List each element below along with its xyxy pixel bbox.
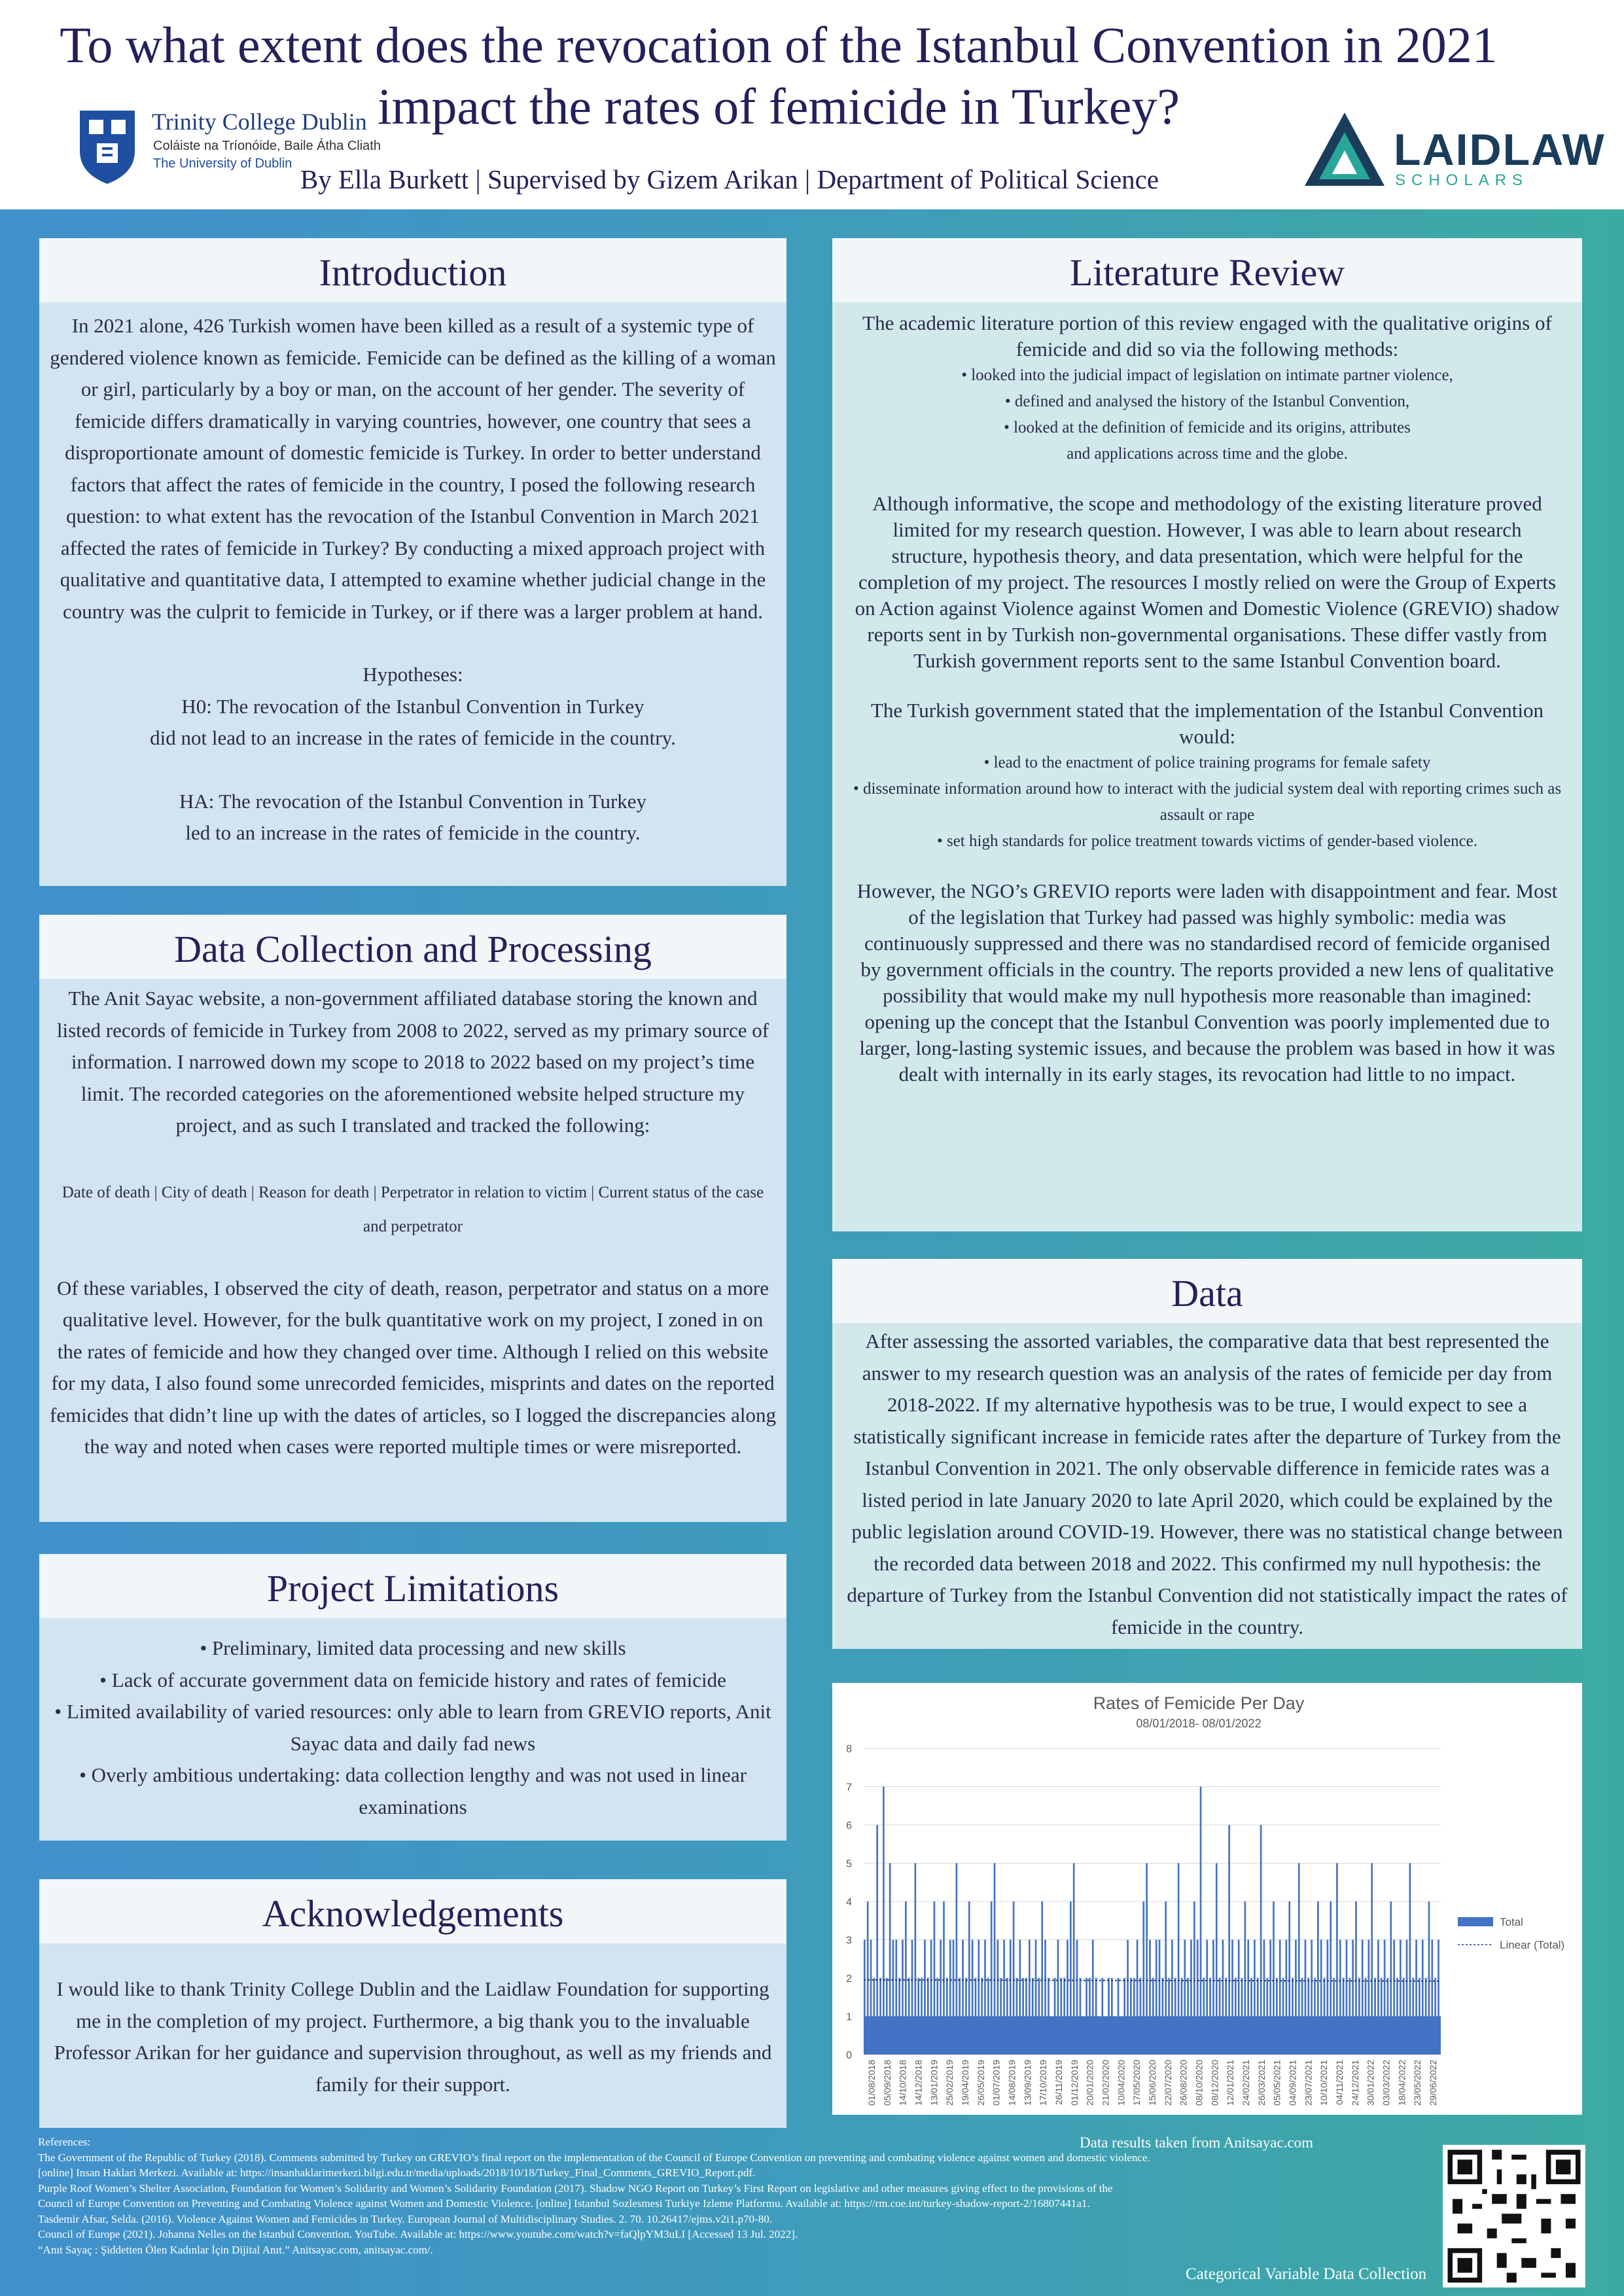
x-tick-label: 30/01/2022 [1365,2060,1376,2106]
x-tick-label: 13/01/2019 [928,2060,940,2106]
limitations-heading: Project Limitations [39,1554,786,1618]
x-tick-label: 10/04/2020 [1116,2060,1127,2106]
tcd-logo [77,108,381,186]
tcd-crest-icon [77,108,137,185]
acknowledgements-body [39,1943,786,2128]
x-tick-label: 25/02/2019 [944,2060,955,2106]
laidlaw-triangle-icon [1302,110,1387,188]
bar [883,1787,885,2055]
x-tick-label: 21/02/2020 [1100,2060,1111,2106]
literature-paragraph-3: The Turkish government stated that the implementation of the Istanbul Convention would: [870,699,1544,748]
x-tick-label: 03/03/2022 [1381,2060,1392,2106]
x-tick-label: 01/12/2019 [1068,2060,1080,2106]
literature-method: • looked at the definition of femicide and its origins, attributes and applications across time and the globe. [1004,419,1411,463]
acknowledgements-text: I would like to thank Trinity College Dublin and the Laidlaw Foundation for supporting me in the completion of my project. Furthermore, a big thank you to the invaluable Professor Arikan for her guidance and supervision throughout, as well as my friends and family for their support. [54,1977,772,2096]
x-tick-label: 10/10/2021 [1318,2060,1330,2106]
reference-item: The Government of the Republic of Turkey (2018). Comments submitted by Turkey on GREVIO’s final report on the implementation of the Council of Europe Convention on preventing and combating violence against women and domestic violence. [38,2151,1150,2164]
data-heading: Data [832,1259,1582,1323]
y-tick-label: 2 [846,1973,852,1985]
x-tick-label: 12/01/2021 [1225,2060,1236,2106]
introduction-text: In 2021 alone, 426 Turkish women have been killed as a result of a systemic type of gendered violence known as femicide. Femicide can be defined as the killing of a woman or girl, particularly by a boy or man, on the account of her gender. The severity of femicide differs dramatically in varying countries, however, one country that sees a disproportionate amount of domestic femicide is Turkey. In order to better understand factors that affect the rates of femicide in the country, I posed the following research question: to what extent has the revocation of the Istanbul Convention in March 2021 affected the rates of femicide in Turkey? By conducting a mixed approach project with qualitative and quantitative data, I attempted to examine whether judicial change in the country was the culprit to femicide in Turkey, or if there was a larger problem at hand. [50,314,776,623]
x-tick-label: 24/02/2021 [1241,2060,1252,2106]
limitations-body [39,1618,786,1841]
reference-item: Council of Europe Convention on Preventing and Combating Violence against Women and Domestic Violence. [online] Istanbul Sozlesmesi Turkiye Izleme Platformu. Available at: https://rm.coe.int/turkey-shadow-report-2/16807441a1. [38,2197,1090,2210]
y-tick-label: 8 [846,1744,852,1755]
data-body [832,1323,1582,1649]
x-tick-label: 26/05/2019 [975,2060,986,2106]
x-tick-label: 05/05/2021 [1271,2060,1282,2106]
x-tick-label: 26/08/2020 [1178,2060,1189,2106]
data-text: After assessing the assorted variables, the comparative data that best represented the answer to my research question was an analysis of the rates of femicide per day from 2018-2022. If my alternative hypothesis was to be true, I would expect to see a statistically significant increase in femicide rates after the departure of Turkey from the Istanbul Convention in 2021. The only observable difference in femicide rates was a listed period in late January 2020 to late April 2020, which could be explained by the public legislation around COVID-19. However, there was no statistical change between the recorded data between 2018 and 2022. This confirmed my null hypothesis: the departure of Turkey from the Istanbul Convention did not statistically impact the rates of femicide in the country. [847,1330,1568,1638]
h0-line-2: did not lead to an increase in the rates of femicide in the country. [150,726,676,749]
hypotheses-label: Hypotheses: [362,663,463,686]
literature-paragraph-2: Although informative, the scope and methodology of the existing literature proved limited for my research question. However, I was able to learn about research structure, hypothesis theory, and data presentation, which were helpful for the completion of my project. The resources I mostly relied on were the Group of Experts on Action against Violence against Women and Domestic Violence (GREVIO) shadow reports sent in by Turkish non-governmental organisations. These differ vastly from Turkish government reports sent to the same Istanbul Convention board. [855,492,1560,672]
data-collection-text-2: Of these variables, I observed the city of death, reason, perpetrator and status on a more qualitative level. However, for the bulk quantitative work on my project, I zoned in on the rates of femicide and how they changed over time. Although I relied on this website for my data, I also found some unrecorded femicides, misprints and dates on the reported femicides that didn’t line up with the dates of articles, so I logged the discrepancies along the way and noted when cases were reported multiple times or were misreported. [50,1276,776,1458]
literature-method: • defined and analysed the history of the Istanbul Convention, [1004,393,1410,410]
x-tick-label: 23/05/2022 [1412,2060,1423,2106]
limitation-item: • Preliminary, limited data processing and new skills [200,1636,626,1659]
x-tick-label: 23/07/2021 [1303,2060,1314,2106]
x-tick-label: 22/07/2020 [1162,2060,1173,2106]
title-line-2: impact the rates of femicide in Turkey? [378,78,1180,135]
limitation-item: • Limited availability of varied resources: only able to learn from GREVIO reports, Anit Sayac data and daily fad news [54,1700,771,1755]
legend-linear-label: Linear (Total) [1500,1939,1565,1951]
x-tick-label: 24/12/2021 [1349,2060,1360,2106]
laidlaw-name: LAIDLAW [1394,125,1606,175]
qr-caption: Categorical Variable Data Collection [1186,2265,1427,2283]
x-tick-label: 08/10/2020 [1193,2060,1205,2106]
ha-line-1: HA: The revocation of the Istanbul Convention in Turkey [179,789,647,813]
tcd-name: Trinity College Dublin [152,109,367,135]
chart-title: Rates of Femicide Per Day [1093,1693,1305,1713]
acknowledgements-heading: Acknowledgements [39,1879,786,1943]
data-source-note: Data results taken from Anitsayac.com [1080,2134,1314,2151]
x-tick-label: 17/05/2020 [1131,2060,1142,2106]
x-tick-label: 04/09/2021 [1287,2060,1298,2106]
x-tick-label: 15/06/2020 [1147,2060,1157,2106]
y-tick-label: 3 [846,1935,852,1947]
legend-total-swatch [1458,1917,1493,1926]
literature-intro: The academic literature portion of this review engaged with the qualitative origins of femicide and did so via the following methods: [862,311,1552,361]
femicide-chart [832,1683,1582,2115]
x-tick-label: 13/09/2019 [1022,2060,1033,2106]
x-tick-label: 29/06/2022 [1428,2060,1439,2106]
chart-subtitle: 08/01/2018- 08/01/2022 [1136,1717,1262,1730]
ha-line-2: led to an increase in the rates of femicide in the country. [185,821,641,844]
reference-item: “Anıt Sayaç : Şiddetten Ölen Kadınlar İçin Dijital Anıt.” Anitsayac.com, anitsayac.com/. [38,2243,433,2256]
qr-code-icon[interactable] [1443,2145,1585,2287]
tcd-irish-name: Coláiste na Tríonóide, Baile Átha Cliath [153,139,381,153]
y-tick-label: 0 [846,2050,852,2061]
data-collection-heading: Data Collection and Processing [39,915,786,979]
literature-heading: Literature Review [832,238,1582,302]
literature-body [832,302,1582,1231]
x-tick-label: 14/10/2018 [897,2060,908,2106]
references-label: References: [38,2136,91,2148]
introduction-body [39,302,786,886]
data-collection-text-1: The Anit Sayac website, a non-government affiliated database storing the known and listed records of femicide in Turkey from 2008 to 2022, served as my primary source of information. I narrowed down my scope to 2018 to 2022 based on my project’s time limit. The recorded categories on the aforementioned website helped structure my project, and as such I translated and tracked the following: [56,987,769,1137]
laidlaw-scholars: SCHOLARS [1395,171,1529,189]
x-tick-label: 19/04/2019 [959,2060,970,2106]
literature-method: • looked into the judicial impact of legislation on intimate partner violence, [961,366,1453,384]
x-tick-label: 26/11/2019 [1053,2060,1064,2106]
bar-base [864,2017,1441,2055]
y-tick-label: 7 [846,1782,852,1793]
x-tick-label: 14/08/2019 [1006,2060,1017,2106]
limitation-item: • Lack of accurate government data on femicide history and rates of femicide [99,1668,726,1691]
h0-line-1: H0: The revocation of the Istanbul Convention in Turkey [181,694,644,718]
y-tick-label: 6 [846,1820,852,1831]
x-tick-label: 08/12/2020 [1209,2060,1220,2106]
introduction-heading: Introduction [39,238,786,302]
reference-item: Tasdemir Afsar, Selda. (2016). Violence Against Women and Femicides in Turkey. European Journal of Multidisciplinary Studies. 2. 70. 10.26417/ejms.v2i1.p70-80. [38,2212,773,2225]
bar [1200,1787,1202,2055]
government-commitment: • disseminate information around how to interact with the judicial system deal with reporting crimes such as assault or rape [853,780,1562,824]
x-tick-label: 01/08/2018 [866,2060,877,2106]
x-tick-label: 17/10/2019 [1038,2060,1049,2106]
femicide-chart-svg [832,1683,1582,2115]
x-tick-label: 14/12/2018 [913,2060,924,2106]
y-tick-label: 4 [846,1897,852,1908]
references [38,2134,1412,2257]
government-commitment: • lead to the enactment of police training programs for female safety [983,754,1431,771]
literature-paragraph-4: However, the NGO’s GREVIO reports were laden with disappointment and fear. Most of the legislation that Turkey had passed was highly symbolic: media was continuously suppressed and there was no standardised record of femicide organised by government officials in the country. The reports provided a new lens of qualitative possibility that would make my null hypothesis more reasonable than imagined: opening up the concept that the Istanbul Convention was poorly implemented due to larger, long-lasting systemic issues, and because the problem was based in how it was dealt with internally in its early stages, its revocation had little to no impact. [856,879,1558,1086]
legend-total-label: Total [1500,1916,1523,1928]
reference-item: Council of Europe (2021). Johanna Nelles on the Istanbul Convention. YouTube. Available at: https://www.youtube.com/watch?v=faQlpYM3uLI [Accessed 13 Jul. 2022]. [38,2228,798,2240]
reference-item: Purple Roof Women’s Shelter Association, Foundation for Women’s Solidarity and Women’s Solidarity Foundation (2017). Shadow NGO Report on Turkey’s First Report on legislative and other measures giving effect to the provisions of the [38,2181,1113,2195]
title-line-1: To what extent does the revocation of the Istanbul Convention in 2021 [60,16,1498,73]
tcd-university: The University of Dublin [153,156,292,171]
y-tick-label: 5 [846,1858,852,1870]
chart-legend [1458,1916,1564,1951]
reference-item: [online] Insan Haklari Merkezi. Available at: https://insanhaklarimerkezi.bilgi.edu.tr/media/uploads/2018/10/18/Turkey_Final_Comments_GREVIO_Report.pdf. [38,2166,756,2179]
government-commitment: • set high standards for police treatment towards victims of gender-based violence. [936,832,1478,850]
data-collection-body [39,979,786,1522]
laidlaw-logo [1302,110,1606,192]
x-tick-label: 18/04/2022 [1396,2060,1407,2106]
x-tick-label: 01/07/2019 [991,2060,1002,2106]
tracked-variables: Date of death | City of death | Reason for death | Perpetrator in relation to victim | Current status of the case and perpetrator [62,1183,764,1235]
x-tick-label: 20/01/2020 [1084,2060,1095,2106]
limitation-item: • Overly ambitious undertaking: data collection lengthy and was not used in linear examinations [79,1763,747,1818]
poster-header [0,0,1624,209]
x-tick-label: 05/09/2018 [881,2060,892,2106]
byline: By Ella Burkett | Supervised by Gizem Arikan | Department of Political Science [300,164,1159,194]
y-tick-label: 1 [846,2011,852,2023]
x-tick-label: 26/03/2021 [1256,2060,1267,2106]
x-tick-label: 04/11/2021 [1334,2060,1345,2106]
